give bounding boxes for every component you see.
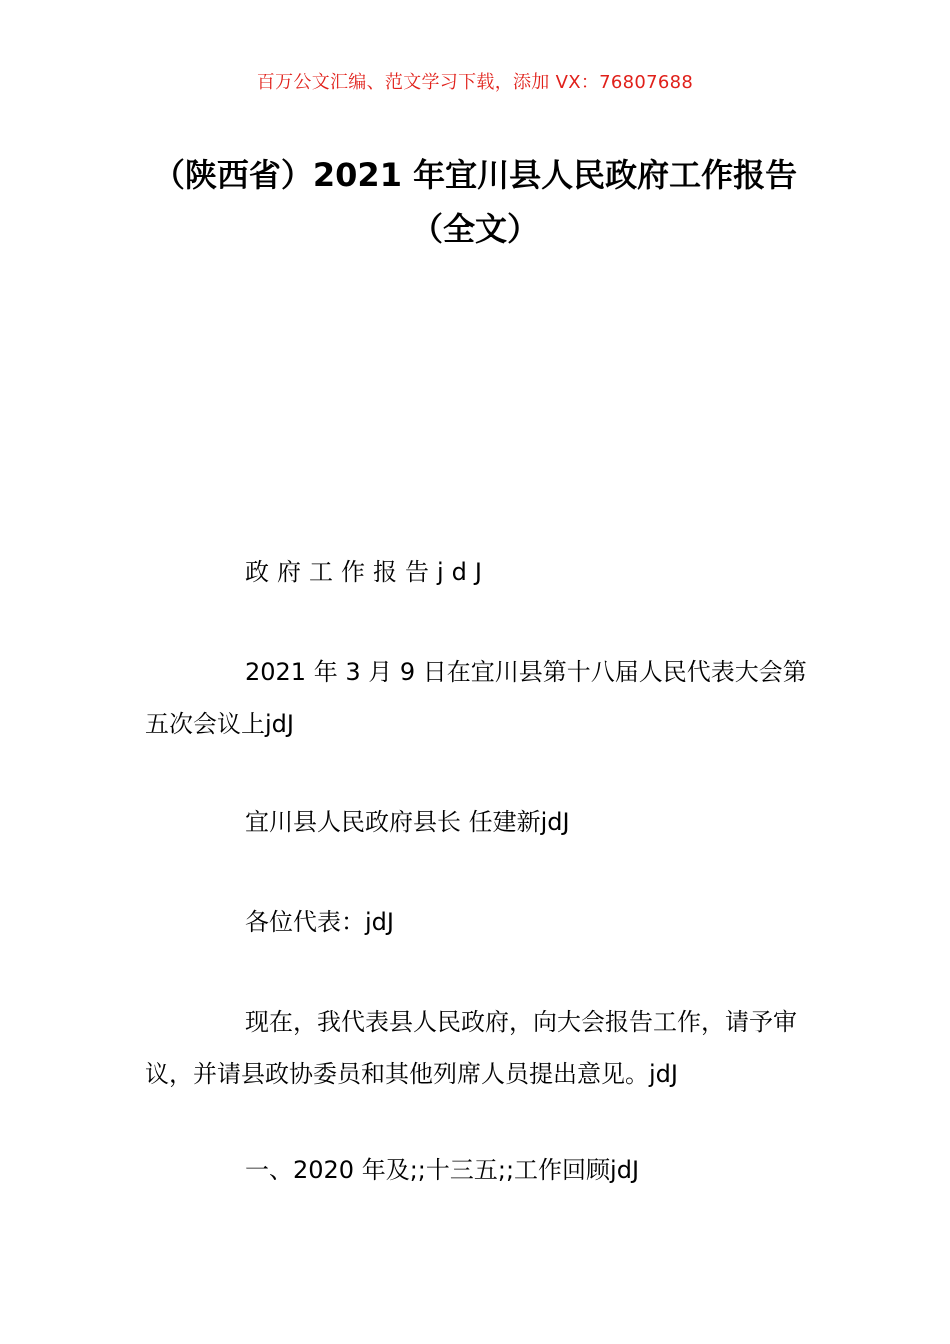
- meeting-date-line: 2021 年 3 月 9 日在宜川县第十八届人民代表大会第五次会议上jdJ: [145, 658, 807, 738]
- salutation: 各位代表：jdJ: [245, 908, 394, 936]
- document-title: （陕西省）2021 年宜川县人民政府工作报告（全文）: [152, 156, 798, 248]
- report-heading: 政府工作报告jdJ: [245, 558, 490, 586]
- section-heading: 一、2020 年及;;十三五;;工作回顾jdJ: [245, 1156, 640, 1184]
- opening-paragraph: 现在，我代表县人民政府，向大会报告工作，请予审议，并请县政协委员和其他列席人员提出意见。jdJ: [145, 1008, 797, 1088]
- author-line: 宜川县人民政府县长 任建新jdJ: [245, 808, 570, 836]
- header-promo-note: 百万公文汇编、范文学习下载，添加 VX：76807688: [256, 72, 694, 93]
